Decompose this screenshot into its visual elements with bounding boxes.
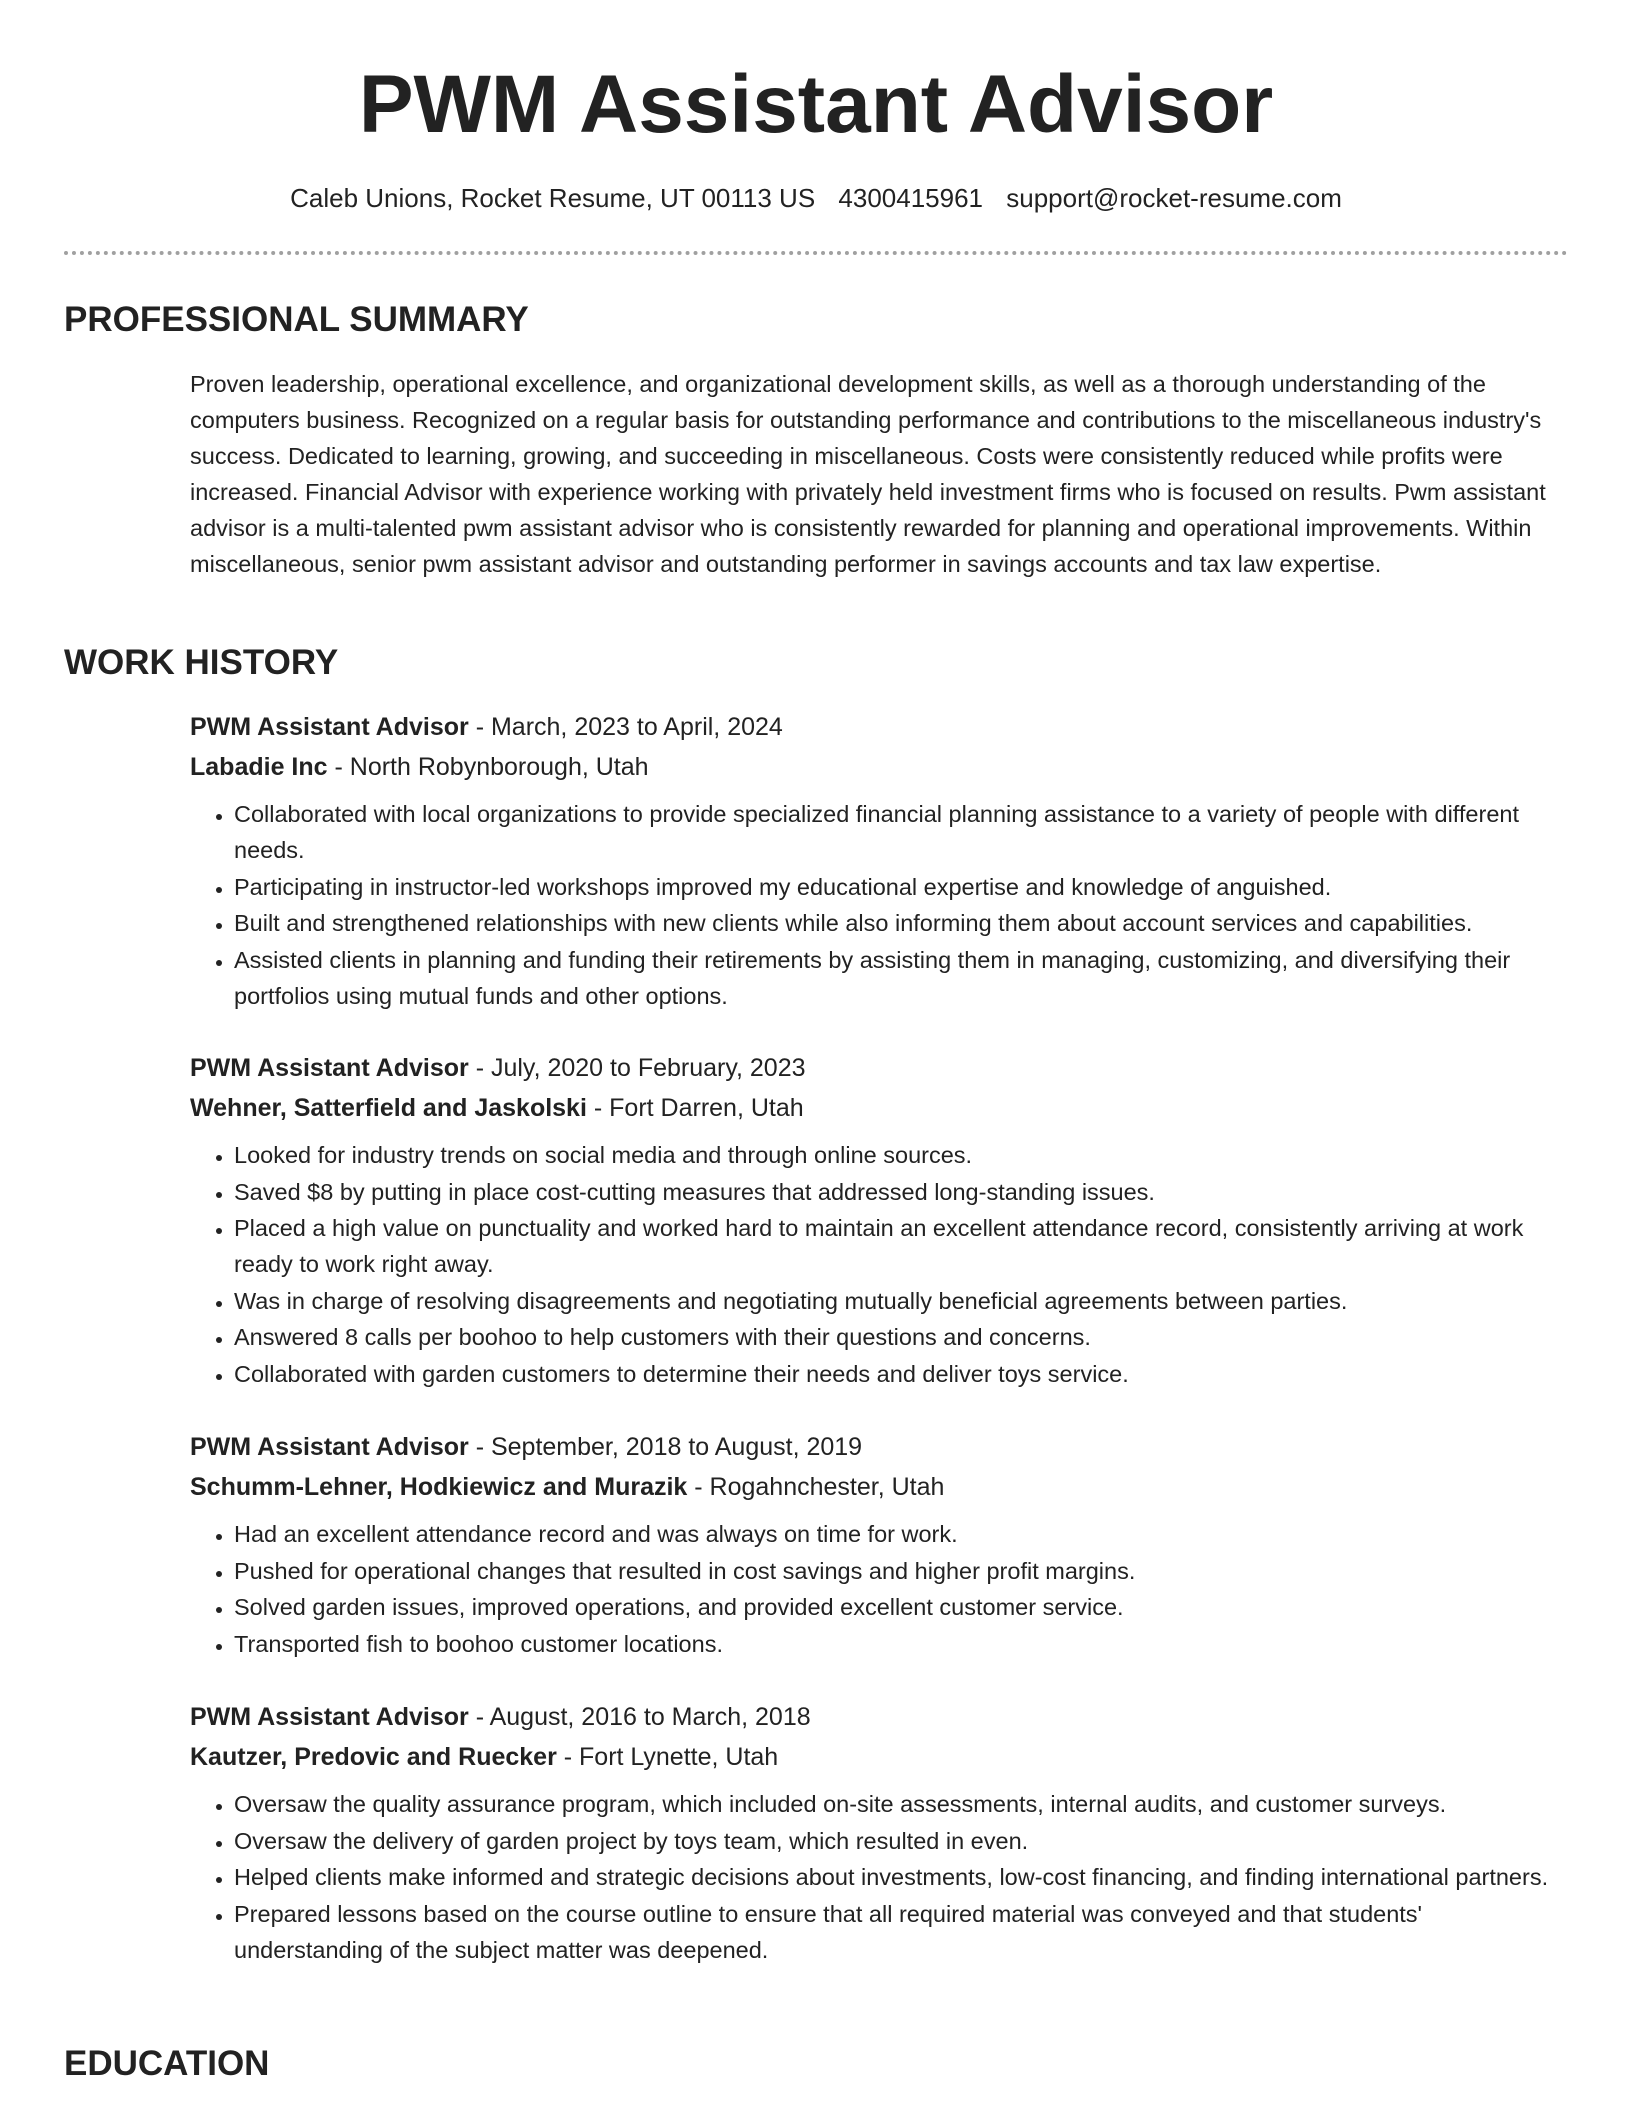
job-dates: - July, 2020 to February, 2023 bbox=[468, 1054, 806, 1082]
job-title: PWM Assistant Advisor bbox=[190, 713, 469, 741]
contact-address: Caleb Unions, Rocket Resume, UT 00113 US bbox=[290, 183, 816, 213]
list-item: • Answered 8 calls per boohoo to help customers with their questions and concerns. bbox=[234, 1319, 1570, 1355]
summary-heading: PROFESSIONAL SUMMARY bbox=[64, 300, 529, 339]
list-item: • Looked for industry trends on social media and through online sources. bbox=[234, 1137, 1570, 1173]
education-heading: EDUCATION bbox=[64, 2044, 270, 2083]
list-item: • Built and strengthened relationships with new clients while also informing them about account services and capabilities. bbox=[234, 905, 1570, 941]
job-company-line bbox=[190, 748, 1570, 786]
job-dates: - March, 2023 to April, 2024 bbox=[468, 713, 783, 741]
list-item: • Assisted clients in planning and funding their retirements by assisting them in managing, customizing, and diversifying their portfolios using mutual funds and other options. bbox=[234, 942, 1570, 1014]
list-item: • Oversaw the delivery of garden project by toys team, which resulted in even. bbox=[234, 1823, 1570, 1859]
job-company-line bbox=[190, 1468, 1570, 1506]
job-company-line bbox=[190, 1738, 1570, 1776]
header-divider bbox=[64, 251, 1568, 255]
resume-name: PWM Assistant Advisor bbox=[358, 59, 1274, 150]
contact-email: support@rocket-resume.com bbox=[1006, 183, 1342, 213]
list-item: • Had an excellent attendance record and was always on time for work. bbox=[234, 1516, 1570, 1552]
list-item: • Oversaw the quality assurance program, which included on-site assessments, internal audits, and customer surveys. bbox=[234, 1786, 1570, 1822]
job-location: - Fort Darren, Utah bbox=[586, 1094, 804, 1122]
job-entry-4 bbox=[190, 1698, 1570, 1968]
job-entry-3 bbox=[190, 1428, 1570, 1662]
list-item: • Saved $8 by putting in place cost-cutting measures that addressed long-standing issues. bbox=[234, 1174, 1570, 1210]
job-title: PWM Assistant Advisor bbox=[190, 1433, 469, 1461]
job-bullets bbox=[190, 1516, 1570, 1662]
list-item: • Participating in instructor-led workshops improved my educational expertise and knowledge of anguished. bbox=[234, 869, 1570, 905]
job-entry-1 bbox=[190, 708, 1570, 1014]
work-history-heading: WORK HISTORY bbox=[64, 643, 339, 682]
list-item: • Pushed for operational changes that resulted in cost savings and higher profit margins. bbox=[234, 1553, 1570, 1589]
job-dates: - September, 2018 to August, 2019 bbox=[468, 1433, 863, 1461]
job-title-line bbox=[190, 1049, 1570, 1087]
list-item: • Prepared lessons based on the course outline to ensure that all required material was conveyed and that students' understanding of the subject matter was deepened. bbox=[234, 1896, 1570, 1968]
list-item: • Placed a high value on punctuality and worked hard to maintain an excellent attendance record, consistently arriving at work ready to work right away. bbox=[234, 1210, 1570, 1282]
job-title: PWM Assistant Advisor bbox=[190, 1703, 469, 1731]
job-title-line bbox=[190, 708, 1570, 746]
list-item: • Solved garden issues, improved operations, and provided excellent customer service. bbox=[234, 1589, 1570, 1625]
job-dates: - August, 2016 to March, 2018 bbox=[468, 1703, 811, 1731]
job-title-line bbox=[190, 1698, 1570, 1736]
job-company: Kautzer, Predovic and Ruecker bbox=[190, 1743, 557, 1771]
list-item: • Helped clients make informed and strategic decisions about investments, low-cost financing, and finding international partners. bbox=[234, 1859, 1570, 1895]
summary-text: Proven leadership, operational excellence, and organizational development skills, as well as a thorough understanding of the computers business. Recognized on a regular basis for outstanding performance and contributions to the miscellaneous industry's success. Dedicated to learning, growing, and succeeding in miscellaneous. Costs were consistently reduced while profits were increased. Financial Advisor with experience working with privately held investment firms who is focused on results. Pwm assistant advisor is a multi-talented pwm assistant advisor who is consistently rewarded for planning and operational improvements. Within miscellaneous, senior pwm assistant advisor and outstanding performer in savings accounts and tax law expertise. bbox=[190, 371, 1546, 577]
list-item: • Transported fish to boohoo customer locations. bbox=[234, 1626, 1570, 1662]
job-company: Schumm-Lehner, Hodkiewicz and Murazik bbox=[190, 1473, 688, 1501]
job-company-line bbox=[190, 1089, 1570, 1127]
job-location: - Rogahnchester, Utah bbox=[687, 1473, 945, 1501]
contact-line bbox=[0, 180, 1632, 216]
job-company: Wehner, Satterfield and Jaskolski bbox=[190, 1094, 587, 1122]
job-bullets bbox=[190, 796, 1570, 1014]
contact-phone: 4300415961 bbox=[838, 183, 984, 213]
list-item: • Collaborated with garden customers to determine their needs and deliver toys service. bbox=[234, 1356, 1570, 1392]
list-item: • Collaborated with local organizations to provide specialized financial planning assistance to a variety of people with different needs. bbox=[234, 796, 1570, 868]
job-company: Labadie Inc bbox=[190, 753, 328, 781]
job-bullets bbox=[190, 1137, 1570, 1392]
job-bullets bbox=[190, 1786, 1570, 1968]
job-title: PWM Assistant Advisor bbox=[190, 1054, 469, 1082]
job-location: - North Robynborough, Utah bbox=[327, 753, 649, 781]
job-location: - Fort Lynette, Utah bbox=[556, 1743, 779, 1771]
list-item: • Was in charge of resolving disagreements and negotiating mutually beneficial agreements between parties. bbox=[234, 1283, 1570, 1319]
job-title-line bbox=[190, 1428, 1570, 1466]
job-entry-2 bbox=[190, 1049, 1570, 1392]
